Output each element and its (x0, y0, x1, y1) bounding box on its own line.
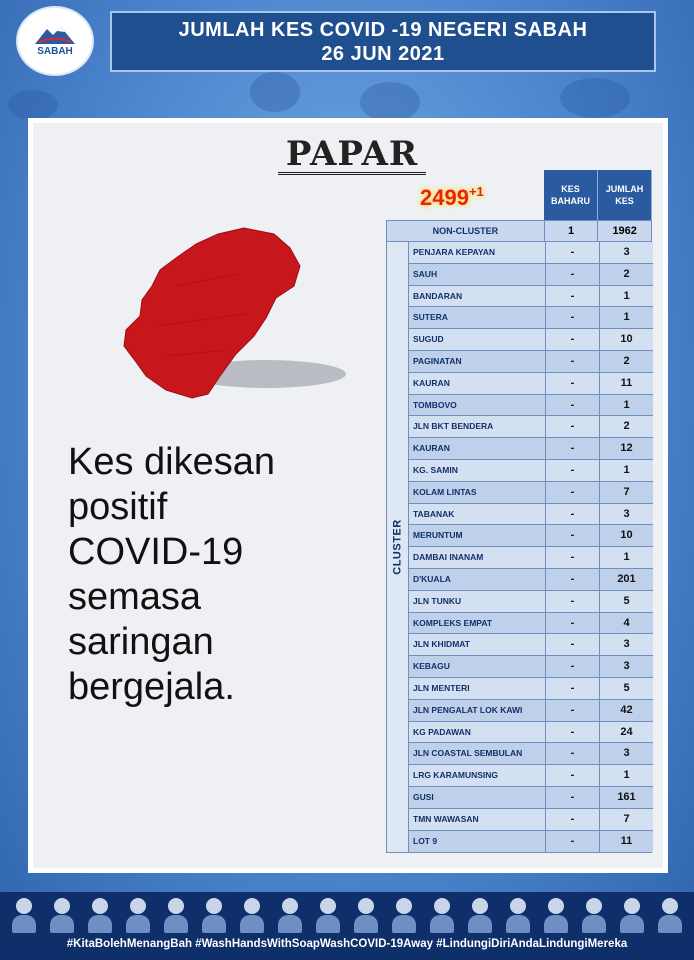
non-cluster-label: NON-CLUSTER (432, 226, 499, 236)
cluster-label: CLUSTER (391, 519, 404, 575)
person-icon (504, 896, 532, 934)
cases-table (386, 170, 652, 853)
table-row (409, 416, 653, 438)
table-row (409, 351, 653, 373)
cluster-new-cases: - (545, 438, 599, 459)
cluster-new-cases: - (545, 329, 599, 350)
cluster-total-cases: 3 (599, 634, 653, 655)
cluster-new-cases: - (545, 416, 599, 437)
cluster-total-cases: 201 (599, 569, 653, 590)
table-row (409, 656, 653, 678)
table-row (409, 569, 653, 591)
cluster-new-cases: - (545, 678, 599, 699)
cluster-total-cases: 10 (599, 525, 653, 546)
header-new-cases: KES BAHARU (544, 170, 598, 220)
cluster-new-cases: - (545, 482, 599, 503)
cluster-new-cases: - (545, 809, 599, 830)
table-row (409, 329, 653, 351)
cluster-name: PAGINATAN (413, 355, 462, 366)
cluster-total-cases: 12 (599, 438, 653, 459)
cluster-name: TMN WAWASAN (413, 813, 479, 824)
cluster-new-cases: - (545, 591, 599, 612)
cluster-name: KG PADAWAN (413, 726, 471, 737)
cluster-total-cases: 1 (599, 460, 653, 481)
cluster-new-cases: - (545, 743, 599, 764)
cluster-name: GUSI (413, 791, 434, 802)
cluster-new-cases: - (545, 242, 599, 263)
person-icon (162, 896, 190, 934)
table-row (409, 307, 653, 329)
virus-decoration-icon (560, 78, 630, 118)
cluster-new-cases: - (545, 547, 599, 568)
cluster-new-cases: - (545, 569, 599, 590)
person-icon (48, 896, 76, 934)
cluster-total-cases: 2 (599, 264, 653, 285)
non-cluster-row (386, 220, 652, 242)
district-title: PAPAR (278, 136, 426, 175)
cluster-total-cases: 5 (599, 591, 653, 612)
page-header (110, 11, 656, 72)
note-line: positif (68, 486, 168, 528)
cluster-total-cases: 3 (599, 656, 653, 677)
cluster-name: BANDARAN (413, 290, 463, 301)
report-date: 26 JUN 2021 (321, 42, 445, 65)
table-row (409, 504, 653, 526)
cluster-name: SUTERA (413, 312, 448, 323)
cluster-new-cases: - (545, 525, 599, 546)
table-row (409, 460, 653, 482)
cluster-total-cases: 4 (599, 613, 653, 634)
table-row (409, 242, 653, 264)
cluster-name: KOMPLEKS EMPAT (413, 617, 493, 628)
frontliner-people-icons (10, 896, 684, 936)
cluster-name: KEBAGU (413, 661, 450, 672)
cluster-total-cases: 1 (599, 307, 653, 328)
person-icon (466, 896, 494, 934)
cluster-rows (409, 242, 653, 852)
case-note (68, 440, 368, 710)
table-row (409, 722, 653, 744)
cluster-new-cases: - (545, 460, 599, 481)
table-row (409, 700, 653, 722)
table-row (409, 591, 653, 613)
table-row (409, 809, 653, 831)
person-icon (314, 896, 342, 934)
person-icon (618, 896, 646, 934)
person-icon (124, 896, 152, 934)
cluster-name: SAUH (413, 268, 438, 279)
cluster-name: JLN KHIDMAT (413, 639, 470, 650)
cluster-side-label (387, 242, 409, 852)
cluster-new-cases: - (545, 787, 599, 808)
virus-decoration-icon (8, 90, 58, 120)
person-icon (390, 896, 418, 934)
non-cluster-new: 1 (544, 221, 598, 241)
note-line: COVID-19 (68, 531, 244, 573)
cluster-total-cases: 11 (599, 831, 653, 853)
table-header (544, 170, 652, 220)
table-row (409, 525, 653, 547)
person-icon (656, 896, 684, 934)
cluster-total-cases: 1 (599, 765, 653, 786)
footer-hashtags: #KitaBolehMenangBah #WashHandsWithSoapWashCOVID-19Away #LindungiDiriAndaLindungiMereka (66, 938, 628, 950)
person-icon (352, 896, 380, 934)
total-cases-value: 2499 (420, 185, 469, 210)
cluster-new-cases: - (545, 351, 599, 372)
district-map (116, 226, 348, 404)
cluster-name: KAURAN (413, 443, 450, 454)
cluster-total-cases: 24 (599, 722, 653, 743)
person-icon (542, 896, 570, 934)
person-icon (10, 896, 38, 934)
cluster-total-cases: 1 (599, 286, 653, 307)
cluster-name: JLN TUNKU (413, 595, 462, 606)
page-title: JUMLAH KES COVID -19 NEGERI SABAH (178, 18, 588, 41)
person-icon (276, 896, 304, 934)
cluster-new-cases: - (545, 722, 599, 743)
cluster-name: JLN COASTAL SEMBULAN (413, 748, 523, 759)
cluster-name: JLN BKT BENDERA (413, 421, 494, 432)
cluster-total-cases: 10 (599, 329, 653, 350)
cluster-name: KG. SAMIN (413, 464, 458, 475)
cluster-new-cases: - (545, 504, 599, 525)
cluster-total-cases: 1 (599, 547, 653, 568)
person-icon (580, 896, 608, 934)
cluster-name: MERUNTUM (413, 530, 463, 541)
total-cases-increment: +1 (468, 184, 484, 199)
cluster-total-cases: 5 (599, 678, 653, 699)
cluster-name: TABANAK (413, 508, 455, 519)
table-row (409, 831, 653, 853)
cluster-new-cases: - (545, 307, 599, 328)
cluster-total-cases: 7 (599, 809, 653, 830)
table-row (409, 438, 653, 460)
cluster-new-cases: - (545, 700, 599, 721)
table-row (409, 613, 653, 635)
sabah-logo (16, 6, 94, 76)
table-row (409, 787, 653, 809)
virus-decoration-icon (360, 82, 420, 122)
note-line: bergejala. (68, 666, 235, 708)
cluster-name: DAMBAI INANAM (413, 552, 484, 563)
cluster-name: LOT 9 (413, 835, 438, 846)
person-icon (238, 896, 266, 934)
person-icon (428, 896, 456, 934)
logo-text: SABAH (37, 46, 73, 57)
cluster-total-cases: 42 (599, 700, 653, 721)
non-cluster-total: 1962 (597, 221, 651, 241)
cluster-total-cases: 1 (599, 395, 653, 416)
table-row (409, 286, 653, 308)
cluster-name: SUGUD (413, 334, 444, 345)
cluster-new-cases: - (545, 613, 599, 634)
cluster-total-cases: 2 (599, 351, 653, 372)
cluster-total-cases: 3 (599, 242, 653, 263)
header-total-cases: JUMLAH KES (598, 170, 652, 220)
footer-banner (0, 892, 694, 960)
table-row (409, 395, 653, 417)
cluster-name: JLN PENGALAT LOK KAWI (413, 704, 523, 715)
person-icon (86, 896, 114, 934)
sabah-logo-icon (33, 25, 77, 45)
cluster-total-cases: 161 (599, 787, 653, 808)
cluster-name: KAURAN (413, 377, 450, 388)
person-icon (200, 896, 228, 934)
cluster-total-cases: 7 (599, 482, 653, 503)
table-row (409, 547, 653, 569)
cluster-total-cases: 11 (599, 373, 653, 394)
cluster-new-cases: - (545, 656, 599, 677)
note-line: Kes dikesan (68, 441, 276, 483)
table-row (409, 743, 653, 765)
cluster-name: TOMBOVO (413, 399, 457, 410)
cluster-total-cases: 2 (599, 416, 653, 437)
cluster-name: PENJARA KEPAYAN (413, 247, 496, 257)
cluster-name: LRG KARAMUNSING (413, 770, 498, 781)
cluster-new-cases: - (545, 831, 599, 853)
cluster-name: KOLAM LINTAS (413, 486, 477, 497)
cluster-new-cases: - (545, 395, 599, 416)
note-line: saringan (68, 621, 214, 663)
table-row (409, 678, 653, 700)
table-row (409, 264, 653, 286)
cluster-new-cases: - (545, 286, 599, 307)
cluster-name: D'KUALA (413, 573, 451, 584)
cluster-new-cases: - (545, 765, 599, 786)
cluster-name: JLN MENTERI (413, 682, 470, 693)
cluster-new-cases: - (545, 373, 599, 394)
table-row (409, 765, 653, 787)
cluster-block (386, 242, 652, 853)
papar-map-icon (116, 226, 348, 404)
table-row (409, 482, 653, 504)
note-line: semasa (68, 576, 202, 618)
cluster-total-cases: 3 (599, 743, 653, 764)
table-row (409, 373, 653, 395)
virus-decoration-icon (250, 72, 300, 112)
cluster-new-cases: - (545, 634, 599, 655)
cluster-total-cases: 3 (599, 504, 653, 525)
table-row (409, 634, 653, 656)
cluster-new-cases: - (545, 264, 599, 285)
